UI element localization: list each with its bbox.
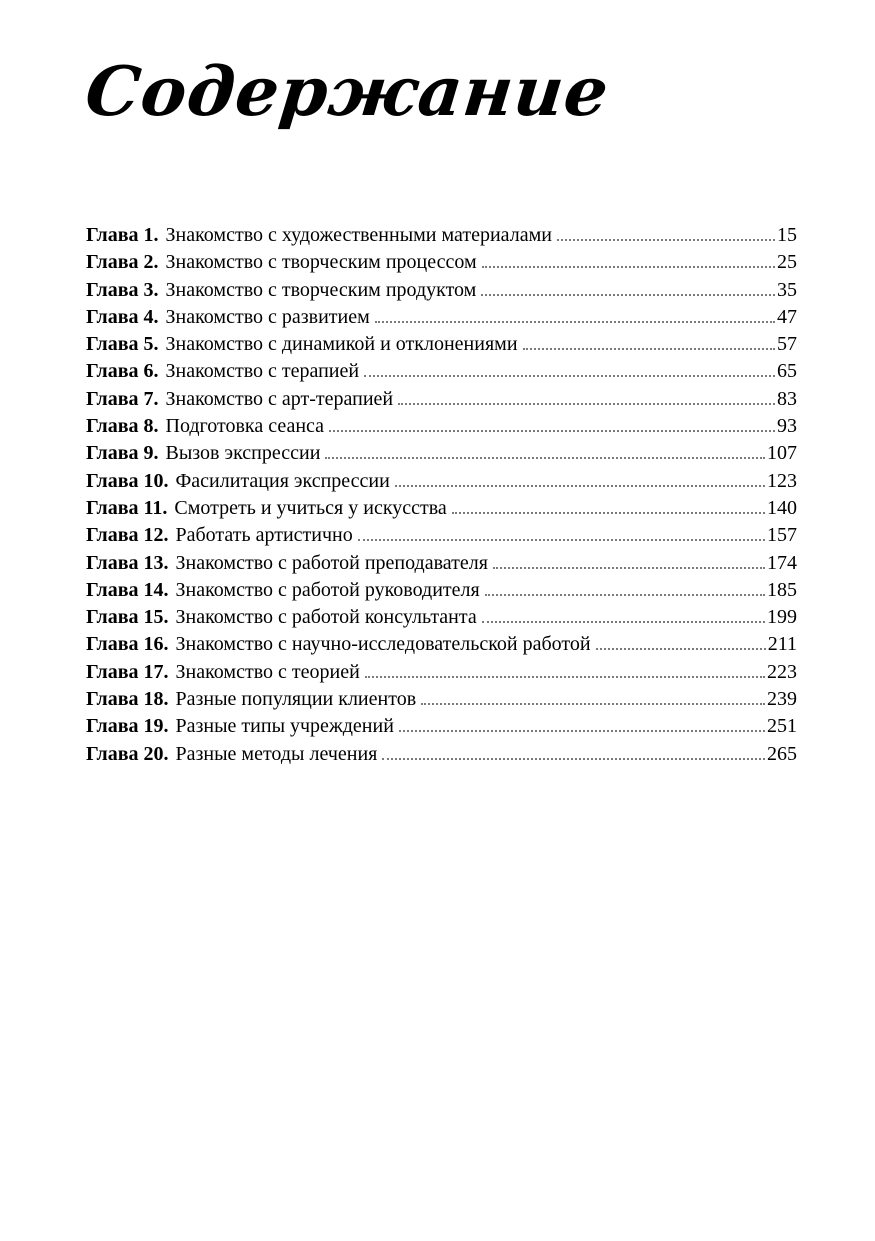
chapter-label: Глава 17.: [86, 660, 169, 683]
toc-entry: [86, 495, 797, 522]
page-number: 157: [767, 524, 797, 547]
dot-leader: [485, 594, 765, 596]
page-number: 83: [777, 387, 797, 410]
toc-list: [86, 222, 797, 768]
toc-entry: [86, 249, 797, 276]
chapter-label: Глава 18.: [86, 688, 169, 711]
toc-entry: [86, 386, 797, 413]
page-number: 265: [767, 742, 797, 765]
dot-leader: [358, 539, 765, 541]
dot-leader: [481, 294, 775, 296]
page-number: 25: [777, 251, 797, 274]
toc-entry: [86, 741, 797, 768]
chapter-label: Глава 8.: [86, 415, 159, 438]
chapter-title: Вызов экспрессии: [165, 442, 321, 465]
dot-leader: [375, 321, 775, 323]
toc-entry: [86, 631, 797, 658]
dot-leader: [452, 512, 765, 514]
dot-leader: [557, 239, 775, 241]
dot-leader: [395, 485, 765, 487]
page-title: Содержание: [81, 52, 613, 132]
dot-leader: [398, 403, 775, 405]
dot-leader: [382, 758, 765, 760]
page-number: 223: [767, 660, 797, 683]
page-number: 107: [767, 442, 797, 465]
toc-entry: [86, 358, 797, 385]
chapter-title: Работать артистично: [175, 524, 353, 547]
toc-entry: [86, 659, 797, 686]
chapter-label: Глава 20.: [86, 742, 169, 765]
chapter-title: Знакомство с терапией: [165, 360, 360, 383]
page-number: 15: [777, 224, 797, 246]
page-number: 211: [767, 633, 797, 656]
page-number: 239: [767, 688, 797, 711]
chapter-title: Разные популяции клиентов: [175, 688, 417, 711]
chapter-title: Фасилитация экспрессии: [175, 469, 390, 492]
dot-leader: [482, 621, 765, 623]
chapter-label: Глава 16.: [86, 633, 169, 656]
chapter-label: Глава 3.: [86, 278, 159, 301]
chapter-title: Знакомство с работой консультанта: [175, 606, 477, 629]
chapter-title: Знакомство с художественными материалами: [165, 224, 552, 246]
toc-entry: [86, 686, 797, 713]
toc-entry: [86, 413, 797, 440]
chapter-label: Глава 19.: [86, 715, 169, 738]
dot-leader: [364, 375, 775, 377]
dot-leader: [596, 648, 766, 650]
chapter-title: Знакомство с творческим продуктом: [165, 278, 477, 301]
page-number: 251: [767, 715, 797, 738]
chapter-label: Глава 2.: [86, 251, 159, 274]
page-number: 65: [777, 360, 797, 383]
chapter-title: Знакомство с творческим процессом: [165, 251, 477, 274]
toc-entry: [86, 468, 797, 495]
toc-entry: [86, 277, 797, 304]
page-number: 174: [767, 551, 797, 574]
toc-entry: [86, 222, 797, 249]
toc-entry: [86, 440, 797, 467]
chapter-label: Глава 10.: [86, 469, 169, 492]
toc-entry: [86, 577, 797, 604]
chapter-title: Знакомство с развитием: [165, 305, 370, 328]
chapter-title: Знакомство с работой преподавателя: [175, 551, 488, 574]
dot-leader: [421, 703, 765, 705]
toc-entry: [86, 304, 797, 331]
chapter-label: Глава 7.: [86, 387, 159, 410]
chapter-title: Подготовка сеанса: [165, 415, 325, 438]
chapter-title: Знакомство с научно-исследовательской работой: [175, 633, 591, 656]
chapter-label: Глава 5.: [86, 333, 159, 356]
dot-leader: [399, 730, 765, 732]
chapter-title: Знакомство с теорией: [175, 660, 360, 683]
page-number: 140: [767, 496, 797, 519]
chapter-title: Разные типы учреждений: [175, 715, 394, 738]
chapter-label: Глава 15.: [86, 606, 169, 629]
chapter-title: Знакомство с динамикой и отклонениями: [165, 333, 518, 356]
page-number: 185: [767, 578, 797, 601]
toc-entry: [86, 522, 797, 549]
chapter-label: Глава 12.: [86, 524, 169, 547]
dot-leader: [523, 348, 775, 350]
chapter-title: Разные методы лечения: [175, 742, 378, 765]
page-number: 35: [777, 278, 797, 301]
chapter-title: Знакомство с работой руководителя: [175, 578, 480, 601]
chapter-label: Глава 13.: [86, 551, 169, 574]
dot-leader: [493, 567, 765, 569]
page-number: 57: [777, 333, 797, 356]
dot-leader: [365, 676, 765, 678]
dot-leader: [325, 457, 765, 459]
chapter-label: Глава 4.: [86, 305, 159, 328]
page-number: 123: [767, 469, 797, 492]
toc-entry: [86, 331, 797, 358]
chapter-title: Знакомство с арт-терапией: [165, 387, 394, 410]
page-number: 47: [777, 305, 797, 328]
toc-entry: [86, 604, 797, 631]
toc-entry: [86, 550, 797, 577]
chapter-title: Смотреть и учиться у искусства: [174, 496, 447, 519]
chapter-label: Глава 14.: [86, 578, 169, 601]
dot-leader: [329, 430, 775, 432]
chapter-label: Глава 6.: [86, 360, 159, 383]
dot-leader: [482, 266, 775, 268]
page-number: 199: [767, 606, 797, 629]
toc-entry: [86, 713, 797, 740]
page-number: 93: [777, 415, 797, 438]
chapter-label: Глава 9.: [86, 442, 159, 465]
chapter-label: Глава 1.: [86, 224, 159, 246]
chapter-label: Глава 11.: [86, 496, 168, 519]
